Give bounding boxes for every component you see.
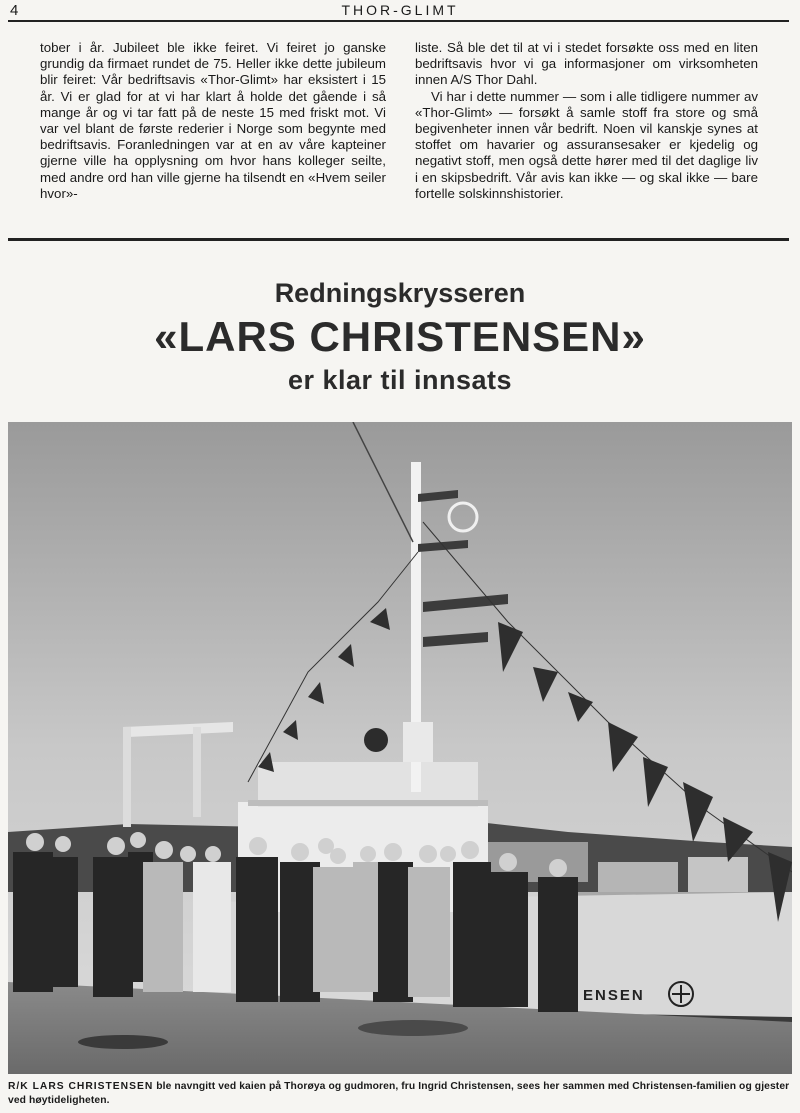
- right-column: [415, 40, 758, 202]
- headline-title: «LARS CHRISTENSEN»: [154, 313, 646, 360]
- left-column: [40, 40, 386, 202]
- caption-text: ble navngitt ved kaien på Thorøya og gudmoren, fru Ingrid Christensen, sees her sammen med Christensen-familien og gjester ved høytideligheten.: [8, 1081, 790, 1106]
- page-number: 4: [10, 2, 19, 19]
- running-head: THOR-GLIMT: [341, 2, 459, 18]
- headline-kicker: Redningskrysseren: [274, 278, 526, 308]
- section-rule: [8, 238, 789, 241]
- caption-ship-name: R/K LARS CHRISTENSEN: [8, 1081, 154, 1092]
- right-paragraph-2: Vi har i dette nummer — som i alle tidligere nummer av «Thor-Glimt» — forsøkt å samle stoff fra store og små begivenheter innen vår bedrift. Noen vil kanskje synes at stoffet om havarier og assuransesaker er kjedelig og negativt stoff, men også dette hører med til det daglige liv i en skipsbedrift. Vår avis kan ikke — og skal ikke — bare fortelle solskinnshistorier.: [415, 88, 758, 201]
- top-rule: [8, 20, 789, 22]
- ship-photo: [8, 422, 792, 1074]
- photo-caption: [8, 1080, 792, 1108]
- right-paragraph-1: liste. Så ble det til at vi i stedet forsøkte oss med en liten bedriftsavis hvor vi ga informasjoner om virksomheten innen A/S Thor Dahl.: [415, 40, 758, 88]
- hull-lettering: ENSEN: [583, 987, 645, 1004]
- left-paragraph-1: tober i år. Jubileet ble ikke feiret. Vi feiret jo ganske grundig da firmaet rundet de 75. Heller ikke dette jubileum blir feiret: Vår bedriftsavis «Thor-Glimt» har eksistert i 15 år. Vi er glad for at vi har klart å holde det gående i så mange år og vi tar fatt på de neste 15 med friskt mot. Vi var vel blant de første rederier i Norge som begynte med bedriftsavis. Foranledningen var at en av våre kapteiner gjerne ville ha opplysning om hvor hans kolleger seilte, med andre ord han ville gjerne ha tilsendt en «Hvem seiler hvor»-: [40, 40, 386, 201]
- headline-subtitle: er klar til innsats: [287, 365, 513, 395]
